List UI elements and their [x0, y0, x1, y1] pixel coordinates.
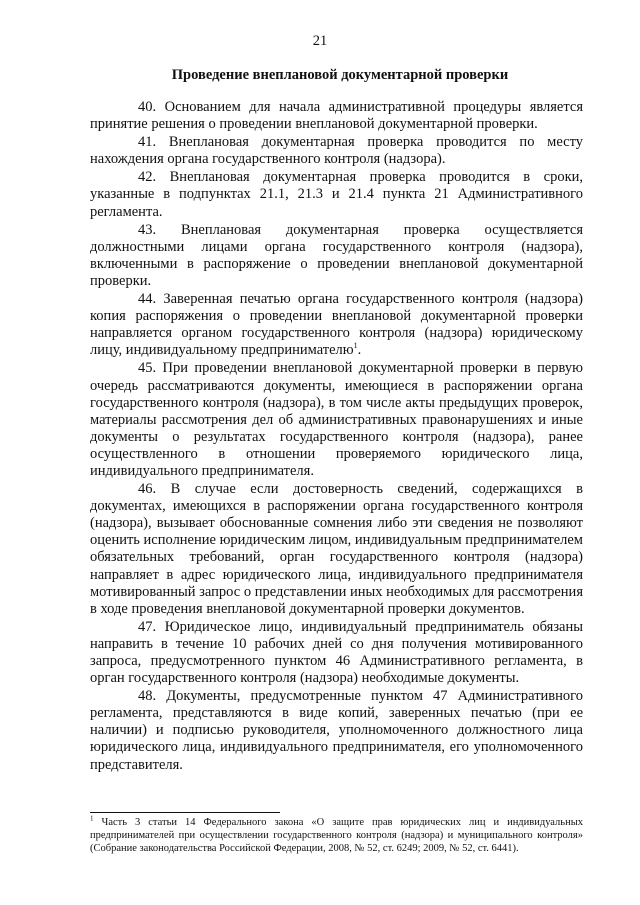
- footnote-reference: 1: [353, 341, 358, 351]
- paragraph-44-text: 44. Заверенная печатью органа государственного контроля (надзора) копия распоряжения о проведении внеплановой документарной проверки направляется органом государственного контроля (надзора) юридическому лицу, индивидуальному предпринимателю: [90, 291, 583, 359]
- paragraph-43: 43. Внеплановая документарная проверка осуществляется должностными лицами органа государственного контроля (надзора), включенными в распоряжение о проведении внеплановой документарной проверки.: [90, 221, 583, 289]
- paragraph-46: 46. В случае если достоверность сведений, содержащихся в документах, имеющихся в распоряжении органа государственного контроля (надзора), вызывает обоснованные сомнения либо эти сведения не позволяют оценить исполнение юридическим лицом, индивидуальным предпринимателем обязательных требований, орган государственного контроля (надзора) направляет в адрес юридического лица, индивидуального предпринимателя мотивированный запрос о представлении иных необходимых для рассмотрения в ходе проведения внеплановой документарной проверки документов.: [90, 481, 583, 617]
- paragraph-44-end: .: [357, 342, 362, 359]
- paragraph-44: [90, 291, 583, 359]
- paragraph-48: 48. Документы, предусмотренные пунктом 47 Административного регламента, представляются в виде копий, заверенных печатью (при ее наличии) и подписью руководителя, уполномоченного должностного лица юридического лица, индивидуального предпринимателя, его уполномоченного представителя.: [90, 688, 583, 773]
- footnote: [90, 816, 583, 855]
- page-number: 21: [312, 33, 328, 49]
- paragraph-41: 41. Внеплановая документарная проверка проводится по месту нахождения органа государственного контроля (надзора).: [90, 134, 583, 168]
- footnote-mark: 1: [90, 814, 94, 823]
- paragraph-45: 45. При проведении внеплановой документарной проверки в первую очередь рассматриваются документы, имеющиеся в распоряжении органа государственного контроля (надзора), в том числе акты предыдущих проверок, материалы рассмотрения дел об административных правонарушениях и иные документы о результатах государственного контроля (надзора), ранее осуществленного в отношении проверяемого юридического лица, индивидуального предпринимателя.: [90, 360, 583, 479]
- footnote-divider: [90, 812, 280, 813]
- paragraph-40: 40. Основанием для начала административной процедуры является принятие решения о проведении внеплановой документарной проверки.: [90, 99, 583, 133]
- section-title: Проведение внеплановой документарной проверки: [171, 67, 509, 83]
- paragraph-42: 42. Внеплановая документарная проверка проводится в сроки, указанные в подпунктах 21.1, 21.3 и 21.4 пункта 21 Административного регламента.: [90, 169, 583, 220]
- document-body: [90, 99, 583, 775]
- footnote-text: Часть 3 статьи 14 Федерального закона «О защите прав юридических лиц и индивидуальных предпринимателей при осуществлении государственного контроля (надзора) и муниципального контроля» (Собрание законодательства Российской Федерации, 2008, № 52, ст. 6249; 2009, № 52, ст. 6441).: [90, 817, 584, 854]
- paragraph-47: 47. Юридическое лицо, индивидуальный предприниматель обязаны направить в течение 10 рабочих дней со дня получения мотивированного запроса, предусмотренного пунктом 46 Административного регламента, в орган государственного контроля (надзора) необходимые документы.: [90, 618, 583, 687]
